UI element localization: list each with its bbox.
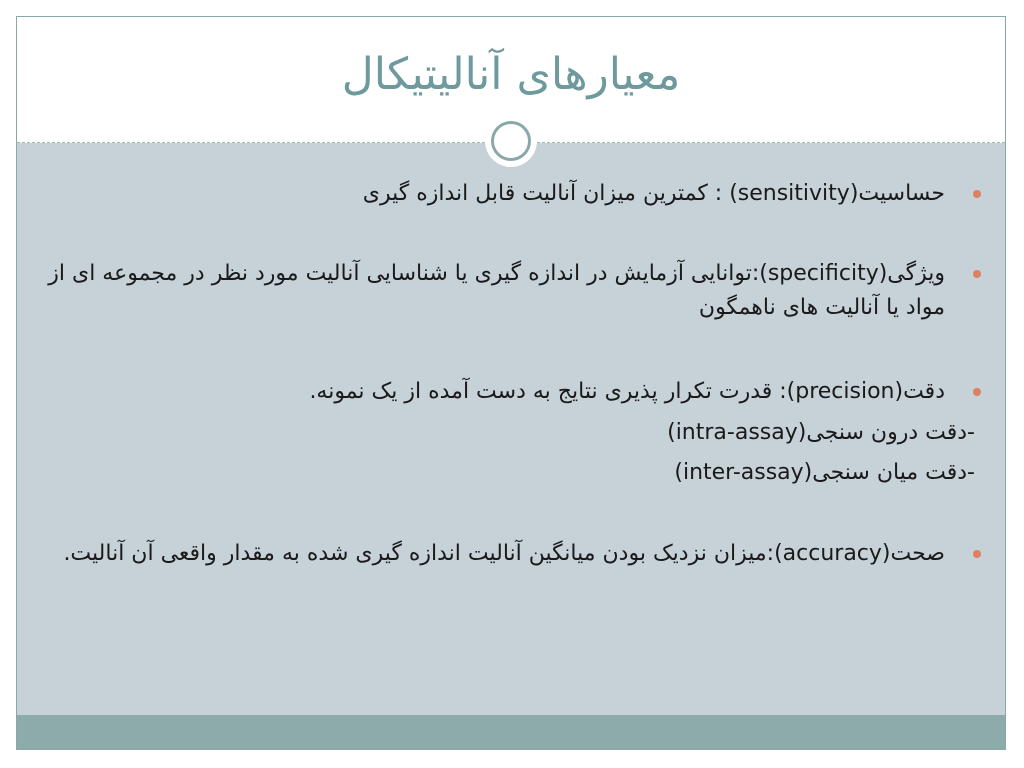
- bullet-text: دقت(precision): قدرت تکرار پذیری نتایج به دست آمده از یک نمونه.: [309, 379, 945, 404]
- bullet-dot-icon: [973, 190, 981, 198]
- footer-band: [17, 715, 1005, 749]
- bullet-dot-icon: [973, 270, 981, 278]
- bullet-list: [17, 143, 1005, 715]
- sub-item-inter-assay: -دقت میان سنجی(inter-assay): [674, 460, 975, 485]
- bullet-accuracy: [45, 537, 945, 571]
- bullet-specificity: [45, 257, 945, 325]
- bullet-text: حساسیت(sensitivity) : کمترین میزان آنالیت قابل اندازه گیری: [362, 181, 945, 206]
- sub-item-intra-assay: -دقت درون سنجی(intra-assay): [667, 420, 975, 445]
- bullet-text: ویژگی(specificity):توانایی آزمایش در اندازه گیری یا شناسایی آنالیت مورد نظر در مجموعه ای از مواد یا آنالیت های ناهمگون: [48, 261, 945, 320]
- bullet-dot-icon: [973, 550, 981, 558]
- bullet-dot-icon: [973, 388, 981, 396]
- bullet-text: صحت(accuracy):میزان نزدیک بودن میانگین آنالیت اندازه گیری شده به مقدار واقعی آن آنالیت.: [63, 541, 945, 566]
- bullet-precision: [45, 375, 945, 409]
- slide-title: معیارهای آنالیتیکال: [341, 49, 681, 100]
- slide: [16, 16, 1006, 750]
- bullet-sensitivity: [45, 177, 945, 211]
